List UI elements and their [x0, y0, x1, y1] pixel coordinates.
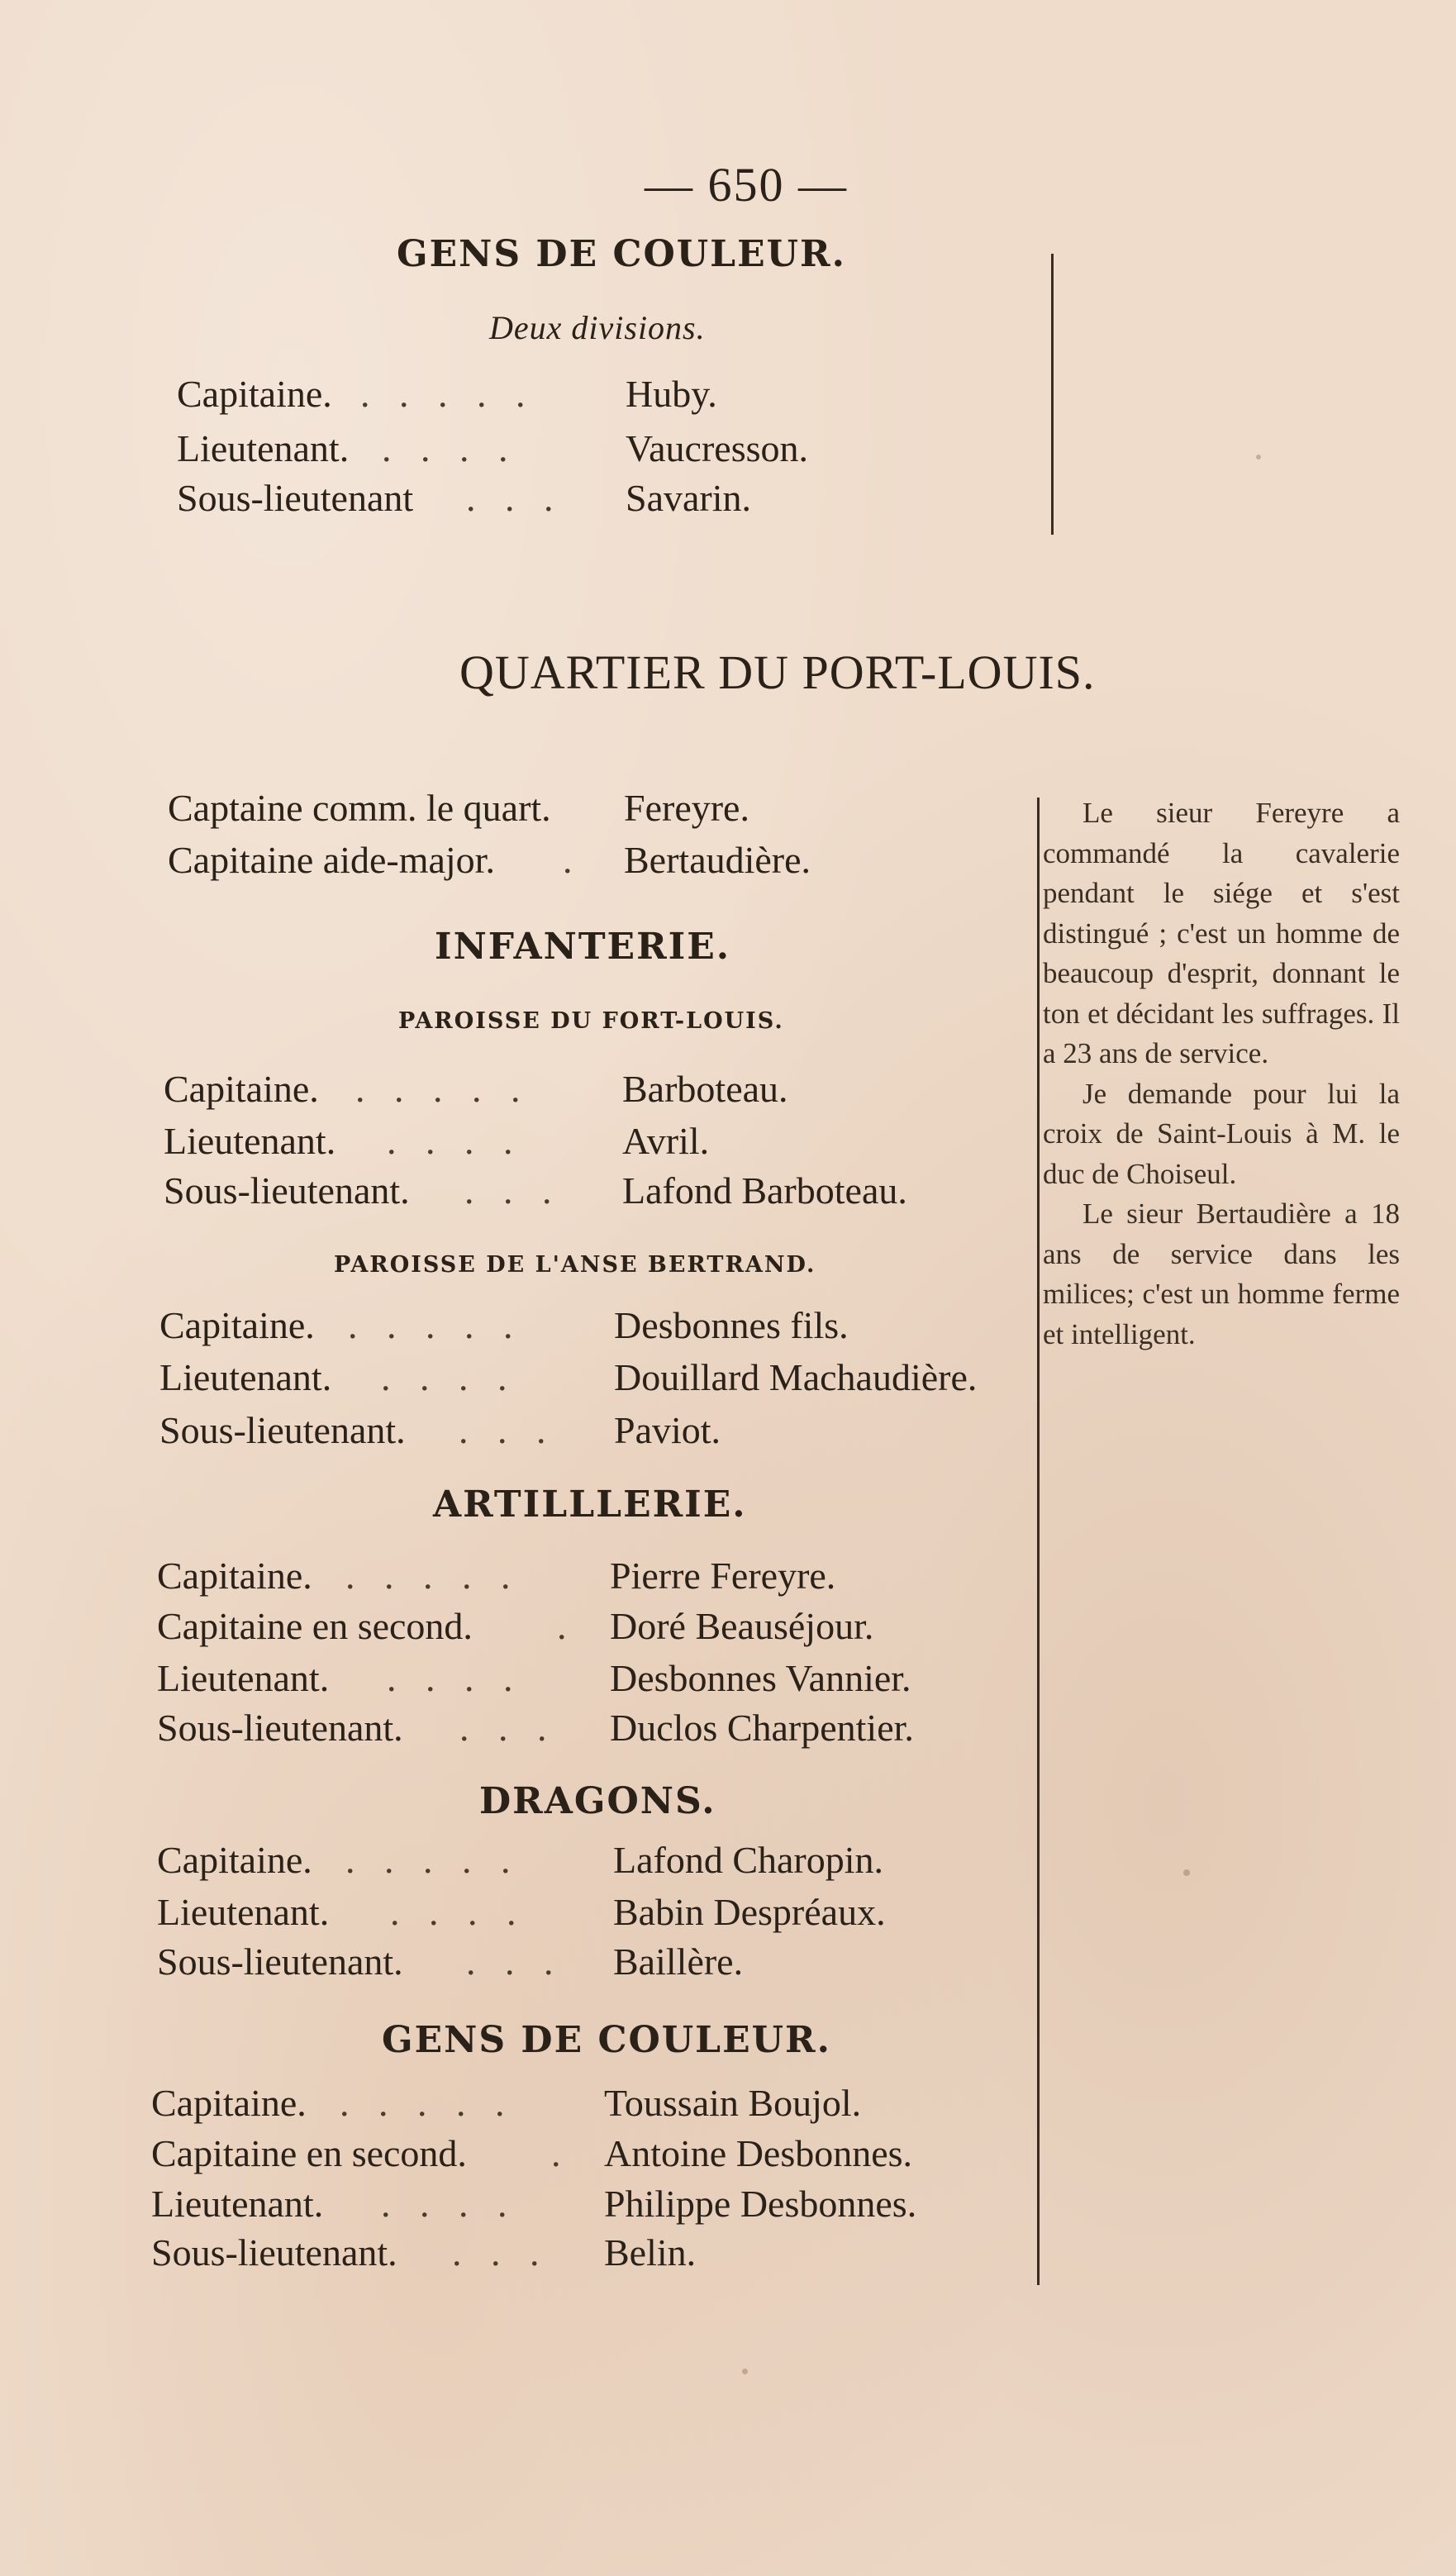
leader-dots: . . .: [459, 1707, 557, 1749]
rank-label: Capitaine en second.: [157, 1605, 473, 1647]
note-paragraph: Je demande pour lui la croix de Saint-Louis à M. le duc de Choiseul.: [1043, 1077, 1400, 1190]
roster-row: [157, 1936, 901, 1988]
leader-dots: .: [551, 2132, 571, 2174]
roster-row: [151, 2178, 961, 2230]
leader-dots: . . .: [466, 1940, 564, 1983]
officer-name: Avril.: [622, 1120, 710, 1162]
officer-name: Paviot.: [614, 1409, 721, 1451]
leader-dots: . . .: [466, 477, 564, 519]
rank-label: Sous-lieutenant.: [164, 1169, 410, 1212]
section-title-dragons: DRAGONS.: [479, 1780, 716, 1822]
rank-label: Sous-lieutenant.: [151, 2231, 397, 2274]
roster-row: [157, 1835, 901, 1886]
column-rule-main: [1037, 798, 1040, 2285]
rank-label: Capitaine.: [157, 1555, 312, 1597]
officer-name: Savarin.: [626, 477, 752, 519]
officer-name: Bertaudière.: [624, 839, 811, 881]
leader-dots: .: [563, 839, 583, 881]
officer-name: Fereyre.: [624, 787, 749, 829]
officer-name: Duclos Charpentier.: [610, 1707, 914, 1749]
roster-row: [151, 2227, 895, 2278]
rank-label: Lieutenant.: [177, 427, 350, 469]
leader-dots: . . . . .: [355, 1068, 531, 1110]
roster-row: [151, 2078, 911, 2129]
officer-name: Huby.: [626, 373, 717, 415]
marginal-notes: [1043, 793, 1400, 1355]
officer-name: Lafond Charopin.: [613, 1839, 884, 1881]
rank-label: Lieutenant.: [164, 1120, 336, 1162]
note-paragraph: Le sieur Fereyre a commandé la cavalerie pendant le siége et s'est distingué ; c'est un homme de beaucoup d'esprit, donnant le ton et décidant les suffrages. Il a 23 ans de service.: [1043, 797, 1400, 1069]
page-number: — 650 —: [645, 158, 848, 212]
leader-dots: . . .: [464, 1169, 562, 1212]
rank-label: Sous-lieutenant.: [157, 1707, 403, 1749]
leader-dots: . . . . .: [340, 2082, 515, 2124]
paroisse-title-fort-louis: PAROISSE DU FORT-LOUIS.: [398, 1008, 784, 1034]
officer-name: Douillard Machaudière.: [614, 1356, 978, 1398]
rank-label: Lieutenant.: [157, 1657, 330, 1699]
officer-name: Lafond Barboteau.: [622, 1169, 907, 1212]
rank-label: Capitaine.: [177, 373, 332, 415]
paper-stain: [742, 2369, 748, 2374]
officer-name: Pierre Fereyre.: [610, 1555, 836, 1597]
leader-dots: . . . .: [381, 1356, 517, 1398]
leader-dots: . . .: [452, 2231, 550, 2274]
section-title-artillerie: ARTILLLERIE.: [433, 1483, 747, 1526]
column-rule-top: [1051, 254, 1054, 535]
rank-label: Capitaine.: [159, 1304, 315, 1346]
officer-name: Babin Despréaux.: [613, 1891, 886, 1933]
roster-row: [157, 1887, 901, 1938]
leader-dots: . . .: [459, 1409, 556, 1451]
roster-row: [164, 1165, 907, 1217]
note-paragraph: Le sieur Bertaudière a 18 ans de service dans les milices; c'est un homme ferme et intelligent.: [1043, 1198, 1400, 1350]
roster-row: [177, 423, 838, 474]
rank-label: Sous-lieutenant.: [157, 1940, 403, 1983]
roster-row: [164, 1116, 841, 1167]
roster-row: [157, 1550, 868, 1602]
leader-dots: . . . .: [387, 1657, 523, 1699]
leader-dots: . . . .: [387, 1120, 523, 1162]
rank-label: Sous-lieutenant: [177, 477, 414, 519]
officer-name: Doré Beauséjour.: [610, 1605, 874, 1647]
officer-name: Barboteau.: [622, 1068, 788, 1110]
leader-dots: . . . .: [390, 1891, 526, 1933]
officer-name: Desbonnes Vannier.: [610, 1657, 911, 1699]
leader-dots: . . . .: [382, 427, 518, 469]
leader-dots: .: [557, 1605, 577, 1647]
paper-stain: [1256, 455, 1261, 459]
command-row: [168, 783, 845, 834]
rank-label: Captaine comm. le quart.: [168, 787, 551, 829]
rank-label: Lieutenant.: [151, 2183, 324, 2225]
leader-dots: . . . . .: [348, 1304, 523, 1346]
officer-name: Baillère.: [613, 1940, 744, 1983]
roster-row: [157, 1601, 917, 1652]
rank-label: Capitaine aide-major.: [168, 839, 495, 881]
rank-label: Capitaine en second.: [151, 2132, 467, 2174]
quartier-title: QUARTIER DU PORT-LOUIS.: [459, 645, 1096, 699]
paroisse-title-anse-bertrand: PAROISSE DE L'ANSE BERTRAND.: [334, 1252, 816, 1278]
paper-stain: [1183, 1869, 1190, 1876]
leader-dots: . . . . .: [360, 373, 535, 415]
officer-name: Philippe Desbonnes.: [604, 2183, 917, 2225]
leader-dots: . . . .: [381, 2183, 517, 2225]
roster-row: [159, 1405, 837, 1456]
roster-row: [157, 1653, 950, 1704]
roster-row: [151, 2128, 961, 2179]
roster-row: [177, 369, 838, 420]
rank-label: Sous-lieutenant.: [159, 1409, 406, 1451]
section-title-infanterie: INFANTERIE.: [435, 926, 731, 968]
officer-name: Desbonnes fils.: [614, 1304, 849, 1346]
roster-row: [159, 1300, 849, 1351]
officer-name: Antoine Desbonnes.: [604, 2132, 913, 2174]
officer-name: Vaucresson.: [626, 427, 808, 469]
roster-row: [164, 1064, 841, 1115]
section-subtitle-deux-divisions: Deux divisions.: [489, 309, 706, 346]
rank-label: Capitaine.: [164, 1068, 319, 1110]
rank-label: Capitaine.: [157, 1839, 312, 1881]
leader-dots: . . . . .: [345, 1839, 521, 1881]
rank-label: Lieutenant.: [157, 1891, 330, 1933]
section-title-gens-de-couleur-top: GENS DE COULEUR.: [397, 233, 846, 275]
roster-row: [177, 473, 838, 524]
section-title-gens-de-couleur-bottom: GENS DE COULEUR.: [382, 2019, 831, 2061]
officer-name: Belin.: [604, 2231, 697, 2274]
rank-label: Capitaine.: [151, 2082, 307, 2124]
roster-row: [157, 1702, 950, 1754]
leader-dots: . . . . .: [345, 1555, 521, 1597]
rank-label: Lieutenant.: [159, 1356, 332, 1398]
officer-name: Toussain Boujol.: [604, 2082, 862, 2124]
roster-row: [159, 1352, 1027, 1403]
command-row: [168, 835, 845, 886]
